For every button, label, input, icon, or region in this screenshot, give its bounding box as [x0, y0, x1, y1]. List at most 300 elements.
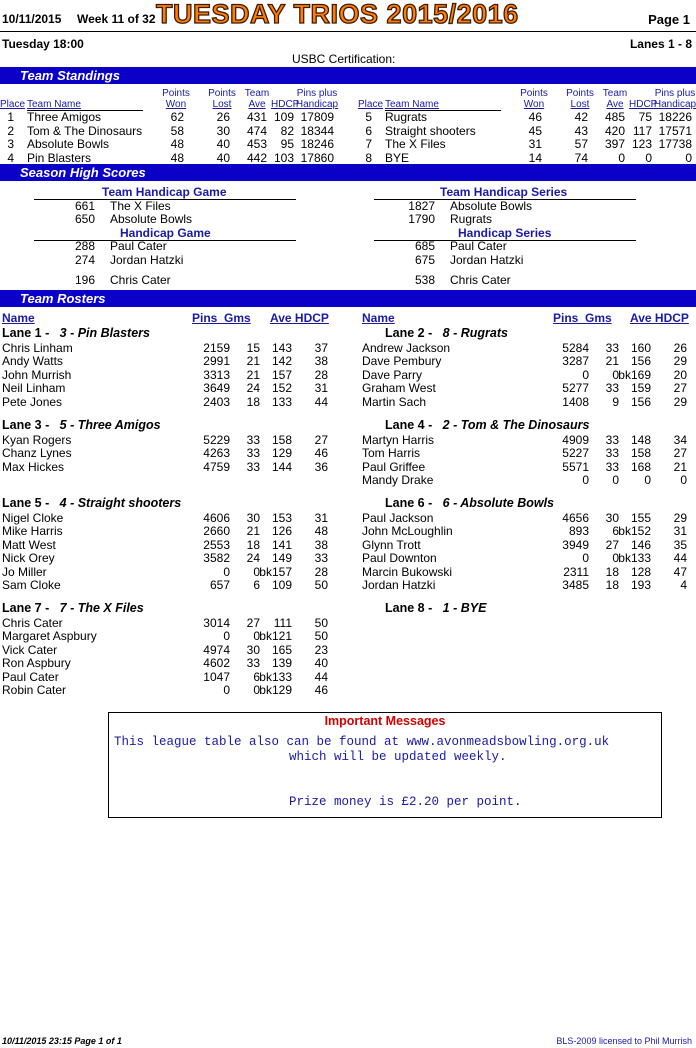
player-name: Paul Griffee: [362, 459, 426, 474]
hdcp-header: HDCP: [271, 99, 300, 110]
player-handicap: 36: [314, 459, 328, 474]
player-average: 111: [273, 616, 292, 630]
lane-heading: [2, 326, 150, 340]
player-games: 0: [612, 551, 619, 566]
points-lost: 40: [216, 137, 230, 151]
player-average: 141: [271, 537, 292, 552]
player-games: 21: [246, 367, 260, 382]
pins-plus-handicap: 17738: [658, 137, 692, 151]
player-games: 6: [253, 578, 260, 592]
player-pins: 2553: [203, 537, 230, 552]
player-name: Jordan Hatzki: [362, 578, 436, 592]
lane-number: Lane 2 -: [385, 326, 443, 340]
footer-license: BLS-2009 licensed to Phil Murrish: [556, 1036, 692, 1046]
player-games: 27: [246, 616, 260, 630]
player-pins: 4263: [203, 446, 230, 461]
player-handicap: 4: [680, 578, 687, 592]
handicap-game-title: Handicap Game: [120, 226, 211, 240]
player-name: Matt West: [2, 537, 56, 552]
points-lost-header: Lost: [570, 99, 590, 110]
team-name: 7 - The X Files: [59, 601, 144, 615]
pins-plus-handicap: 18246: [300, 137, 334, 151]
place-value: 2: [7, 123, 14, 138]
player-handicap: 38: [314, 354, 328, 369]
player-average: bk152: [618, 524, 651, 539]
footer-timestamp: 10/11/2015 23:15 Page 1 of 1: [2, 1036, 122, 1046]
roster-pins-gms-header: Pins Gms: [553, 311, 612, 325]
player-handicap: 23: [314, 642, 328, 657]
player-pins: 657: [209, 578, 230, 592]
player-average: 160: [630, 341, 651, 355]
team-ave-header: Team: [244, 88, 270, 99]
score: 1827: [408, 199, 435, 213]
player-average: 129: [271, 446, 292, 461]
player-name: Vick Cater: [2, 642, 58, 657]
bowler-name: Paul Cater: [110, 239, 167, 253]
team-name: 5 - Three Amigos: [59, 418, 161, 432]
player-games: 0: [253, 683, 260, 697]
player-handicap: 44: [673, 551, 687, 566]
team-handicap: 123: [631, 137, 652, 151]
team-average: 420: [604, 123, 625, 138]
player-pins: 0: [223, 564, 230, 579]
player-average: bk133: [259, 669, 292, 684]
player-handicap: 44: [314, 669, 328, 684]
team-handicap-game-title: Team Handicap Game: [102, 185, 227, 199]
certification-label: USBC Certification:: [292, 52, 396, 66]
player-games: 33: [605, 433, 619, 447]
report-date: 10/11/2015: [2, 12, 62, 26]
player-name: Dave Pembury: [362, 354, 442, 369]
player-pins: 0: [223, 629, 230, 644]
player-handicap: 28: [314, 564, 328, 579]
player-pins: 3949: [562, 537, 589, 552]
player-pins: 5571: [562, 459, 589, 474]
player-handicap: 27: [673, 381, 687, 396]
player-average: 158: [630, 446, 651, 461]
player-games: 33: [605, 381, 619, 396]
team-name: Three Amigos: [27, 110, 102, 124]
pins-plus-handicap: 18226: [658, 110, 692, 124]
team-name: The X Files: [385, 137, 446, 151]
player-pins: 3582: [203, 551, 230, 566]
high-scores-section-title: Season High Scores: [20, 165, 146, 180]
team-handicap: 82: [280, 123, 294, 138]
player-handicap: 48: [314, 524, 328, 539]
player-name: Robin Cater: [2, 683, 67, 697]
player-pins: 3313: [203, 367, 230, 382]
player-handicap: 40: [314, 656, 328, 671]
player-games: 21: [246, 524, 260, 539]
score: 288: [74, 239, 95, 253]
points-lost-header: Lost: [212, 99, 232, 110]
pins-plus-handicap: 17571: [658, 123, 692, 138]
player-games: 0: [612, 367, 619, 382]
player-pins: 1047: [203, 669, 230, 684]
player-name: Paul Cater: [2, 669, 59, 684]
player-name: Sam Cloke: [2, 578, 61, 592]
player-pins: 5284: [562, 341, 589, 355]
player-pins: 2991: [203, 354, 230, 369]
points-won-header: Won: [165, 99, 187, 110]
bowler-name: Jordan Hatzki: [450, 253, 524, 267]
player-average: 168: [630, 459, 651, 474]
player-pins: 3287: [562, 354, 589, 369]
team-name-header: Team Name: [27, 99, 81, 110]
player-name: Jo Miller: [2, 564, 47, 579]
lane-number: Lane 8 -: [385, 601, 443, 615]
player-name: Tom Harris: [362, 446, 421, 461]
pins-plus-header: Handicap: [653, 99, 696, 110]
points-won: 48: [170, 150, 184, 165]
player-games: 21: [605, 354, 619, 369]
pins-plus-handicap: 18344: [300, 123, 334, 138]
player-average: 109: [271, 578, 292, 592]
pins-plus-header: Handicap: [295, 99, 339, 110]
player-handicap: 29: [673, 354, 687, 369]
bowler-name: Paul Cater: [450, 239, 507, 253]
player-average: 148: [630, 433, 651, 447]
player-handicap: 29: [673, 511, 687, 525]
lane-number: Lane 3 -: [2, 418, 60, 432]
header-divider: [0, 31, 696, 32]
player-average: 128: [630, 564, 651, 579]
lane-number: Lane 7 -: [2, 601, 60, 615]
team-handicap: 0: [645, 150, 652, 165]
place-value: 8: [365, 150, 372, 165]
player-average: 139: [271, 656, 292, 671]
lanes-label: Lanes 1 - 8: [629, 37, 692, 51]
player-handicap: 34: [673, 433, 687, 447]
player-pins: 4909: [562, 433, 589, 447]
player-average: 133: [271, 394, 292, 409]
player-pins: 2403: [203, 394, 230, 409]
player-pins: 3649: [203, 381, 230, 396]
player-games: 0: [612, 473, 619, 488]
player-games: 30: [246, 642, 260, 657]
player-handicap: 33: [314, 551, 328, 566]
player-average: 153: [271, 511, 292, 525]
team-name: Rugrats: [450, 212, 493, 226]
player-handicap: 26: [673, 341, 687, 355]
team-name: 2 - Tom & The Dinosaurs: [442, 418, 590, 432]
team-name: 4 - Straight shooters: [59, 496, 182, 510]
place-header: Place: [0, 99, 26, 110]
handicap-series-title: Handicap Series: [458, 226, 552, 240]
player-name: Marcin Bukowski: [362, 564, 453, 579]
place-value: 6: [365, 123, 372, 138]
player-games: 30: [605, 511, 619, 525]
player-handicap: 21: [673, 459, 687, 474]
player-name: Margaret Aspbury: [2, 629, 97, 644]
player-handicap: 38: [314, 537, 328, 552]
player-average: 156: [630, 394, 651, 409]
player-pins: 5229: [203, 433, 230, 447]
player-name: Andrew Jackson: [362, 341, 451, 355]
player-average: bk169: [618, 367, 651, 382]
roster-pins-gms-header: Pins Gms: [192, 311, 251, 325]
lane-number: Lane 4 -: [385, 418, 443, 432]
player-handicap: 31: [673, 524, 687, 539]
pins-plus-header: Pins plus: [654, 88, 696, 99]
team-handicap-series-title: Team Handicap Series: [440, 185, 568, 199]
day-time: Tuesday 18:00: [2, 37, 84, 51]
player-pins: 2311: [563, 564, 589, 579]
player-name: Mandy Drake: [362, 473, 434, 488]
place-value: 4: [7, 150, 14, 165]
bowler-name: Jordan Hatzki: [110, 253, 184, 267]
message-line: This league table also can be found at www.avonmeadsbowling.org.uk: [114, 735, 610, 749]
team-name: Absolute Bowls: [27, 137, 110, 151]
points-lost: 26: [216, 110, 230, 124]
player-handicap: 29: [673, 394, 687, 409]
team-average: 397: [604, 137, 625, 151]
player-pins: 0: [223, 683, 230, 697]
player-handicap: 44: [314, 394, 328, 409]
player-handicap: 46: [314, 683, 328, 697]
team-average: 474: [246, 123, 267, 138]
player-games: 33: [246, 656, 260, 671]
score: 685: [414, 239, 435, 253]
lane-number: Lane 1 -: [2, 326, 60, 340]
player-games: 30: [246, 511, 260, 525]
standings-section-bar: [0, 67, 696, 84]
player-handicap: 27: [314, 433, 328, 447]
standings-section-title: Team Standings: [20, 68, 120, 83]
messages-title: Important Messages: [324, 714, 446, 728]
player-pins: 4974: [203, 642, 230, 657]
points-won: 45: [528, 123, 542, 138]
player-name: Paul Jackson: [362, 511, 434, 525]
player-handicap: 0: [680, 473, 687, 488]
player-name: Max Hickes: [2, 459, 65, 474]
player-average: 0: [644, 473, 651, 488]
player-pins: 0: [582, 367, 589, 382]
team-average: 442: [246, 150, 267, 165]
player-pins: 3485: [562, 578, 589, 592]
important-messages-box: [108, 712, 662, 818]
player-average: bk133: [618, 551, 651, 566]
team-handicap: 109: [273, 110, 294, 124]
lane-heading: [2, 496, 181, 510]
player-average: 193: [630, 578, 651, 592]
week-label: Week 11 of 32: [77, 12, 156, 26]
points-won: 14: [528, 150, 542, 165]
player-handicap: 31: [314, 511, 328, 525]
player-average: 155: [630, 511, 651, 525]
player-pins: 5227: [562, 446, 589, 461]
team-name: Absolute Bowls: [110, 212, 193, 226]
roster-ave-hdcp-header: Ave HDCP: [270, 311, 329, 325]
points-lost: 74: [574, 150, 588, 165]
page-number: Page 1: [648, 12, 690, 27]
player-name: Mike Harris: [2, 524, 63, 539]
team-ave-header: Team: [602, 88, 628, 99]
lane-number: Lane 6 -: [385, 496, 443, 510]
team-handicap: 103: [273, 150, 294, 165]
player-pins: 4759: [203, 459, 230, 474]
score: 661: [74, 199, 95, 213]
player-average: 142: [271, 354, 292, 369]
player-games: 33: [246, 459, 260, 474]
player-average: 149: [271, 551, 292, 566]
points-won: 62: [170, 110, 184, 124]
points-won: 58: [170, 123, 184, 138]
lane-heading: [385, 496, 554, 510]
player-average: 126: [271, 524, 292, 539]
place-value: 1: [7, 110, 14, 124]
place-value: 3: [7, 137, 14, 151]
player-games: 15: [246, 341, 260, 355]
player-name: Graham West: [362, 381, 436, 396]
player-handicap: 27: [673, 446, 687, 461]
points-lost-header: Points: [566, 88, 594, 99]
player-handicap: 47: [673, 564, 687, 579]
bowler-name: Chris Cater: [110, 273, 171, 287]
team-average: 485: [604, 110, 625, 124]
player-name: Neil Linham: [2, 381, 66, 396]
player-handicap: 50: [314, 629, 328, 644]
team-name-header: Team Name: [385, 99, 439, 110]
points-lost: 30: [216, 123, 230, 138]
player-games: 18: [605, 564, 619, 579]
place-value: 5: [365, 110, 372, 124]
player-games: 21: [246, 354, 260, 369]
player-games: 0: [253, 629, 260, 644]
player-average: bk157: [259, 564, 292, 579]
team-name: 8 - Rugrats: [442, 326, 508, 340]
points-lost: 42: [574, 110, 588, 124]
player-name: Nigel Cloke: [2, 511, 64, 525]
player-handicap: 50: [314, 616, 328, 630]
pins-plus-handicap: 0: [685, 150, 692, 165]
lane-heading: [2, 601, 144, 615]
player-games: 33: [605, 341, 619, 355]
player-handicap: 28: [314, 367, 328, 382]
player-average: 157: [271, 367, 292, 382]
team-handicap: 75: [638, 110, 652, 124]
team-average: 453: [246, 137, 267, 151]
player-pins: 4602: [203, 656, 230, 671]
player-games: 18: [246, 394, 260, 409]
player-name: Andy Watts: [2, 354, 63, 369]
player-games: 9: [612, 394, 619, 409]
team-name: 1 - BYE: [442, 601, 487, 615]
roster-name-header: Name: [362, 311, 395, 325]
pins-plus-header: Pins plus: [296, 88, 338, 99]
player-games: 33: [605, 459, 619, 474]
team-name: 3 - Pin Blasters: [59, 326, 150, 340]
player-pins: 4656: [562, 511, 589, 525]
points-lost: 43: [574, 123, 588, 138]
points-lost-header: Points: [208, 88, 236, 99]
roster-name-header: Name: [2, 311, 35, 325]
player-name: Chris Cater: [2, 616, 63, 630]
lane-heading: [385, 326, 508, 340]
player-pins: 893: [568, 524, 589, 539]
score: 274: [74, 253, 95, 267]
team-name: BYE: [385, 150, 410, 165]
team-average: 431: [246, 110, 267, 124]
player-pins: 0: [582, 473, 589, 488]
player-name: Martyn Harris: [362, 433, 435, 447]
lane-heading: [385, 418, 589, 432]
player-name: Martin Sach: [362, 394, 427, 409]
player-handicap: 35: [673, 537, 687, 552]
message-line: which will be updated weekly.: [289, 750, 507, 764]
player-average: bk129: [259, 683, 292, 697]
player-name: Dave Parry: [362, 367, 423, 382]
player-name: Chris Linham: [2, 341, 73, 355]
team-name: 6 - Absolute Bowls: [442, 496, 555, 510]
player-handicap: 50: [314, 578, 328, 592]
points-won-header: Points: [520, 88, 548, 99]
points-won-header: Won: [523, 99, 545, 110]
player-games: 24: [246, 381, 260, 396]
player-average: 144: [271, 459, 292, 474]
lane-heading: [2, 418, 161, 432]
roster-ave-hdcp-header: Ave HDCP: [630, 311, 689, 325]
player-name: Ron Aspbury: [2, 656, 71, 671]
player-average: 143: [271, 341, 292, 355]
lane-heading: [385, 601, 486, 615]
pins-plus-handicap: 17809: [300, 110, 334, 124]
player-handicap: 31: [314, 381, 328, 396]
score: 196: [74, 273, 95, 287]
points-won: 48: [170, 137, 184, 151]
player-games: 6: [612, 524, 619, 539]
high-scores-section-bar: [0, 164, 696, 181]
player-average: bk121: [259, 629, 292, 644]
team-name: The X Files: [110, 199, 171, 213]
player-handicap: 46: [314, 446, 328, 461]
player-handicap: 37: [314, 341, 328, 355]
points-won: 31: [528, 137, 542, 151]
player-games: 0: [253, 564, 260, 579]
team-ave-header: Ave: [248, 99, 266, 110]
pins-plus-handicap: 17860: [300, 150, 334, 165]
player-name: Kyan Rogers: [2, 433, 72, 447]
bowler-name: Chris Cater: [450, 273, 511, 287]
player-average: 152: [271, 381, 292, 396]
points-lost: 57: [574, 137, 588, 151]
player-average: 165: [271, 642, 292, 657]
player-games: 33: [605, 446, 619, 461]
player-pins: 0: [582, 551, 589, 566]
player-name: Chanz Lynes: [2, 446, 72, 461]
player-games: 33: [246, 433, 260, 447]
player-games: 24: [246, 551, 260, 566]
team-handicap: 117: [632, 123, 652, 138]
place-header: Place: [358, 99, 384, 110]
player-name: John Murrish: [2, 367, 72, 382]
team-name: Straight shooters: [385, 123, 476, 138]
player-games: 33: [246, 446, 260, 461]
player-pins: 3014: [203, 616, 230, 630]
score: 650: [74, 212, 95, 226]
player-handicap: 20: [673, 367, 687, 382]
team-name: Tom & The Dinosaurs: [27, 123, 143, 138]
player-pins: 5277: [562, 381, 589, 396]
team-name: Pin Blasters: [27, 150, 92, 165]
page-title: TUESDAY TRIOS 2015/2016: [156, 0, 519, 29]
team-average: 0: [618, 150, 625, 165]
player-pins: 2159: [203, 341, 230, 355]
player-pins: 4606: [203, 511, 230, 525]
score: 675: [414, 253, 435, 267]
player-average: 159: [630, 381, 651, 396]
player-pins: 1408: [562, 394, 589, 409]
